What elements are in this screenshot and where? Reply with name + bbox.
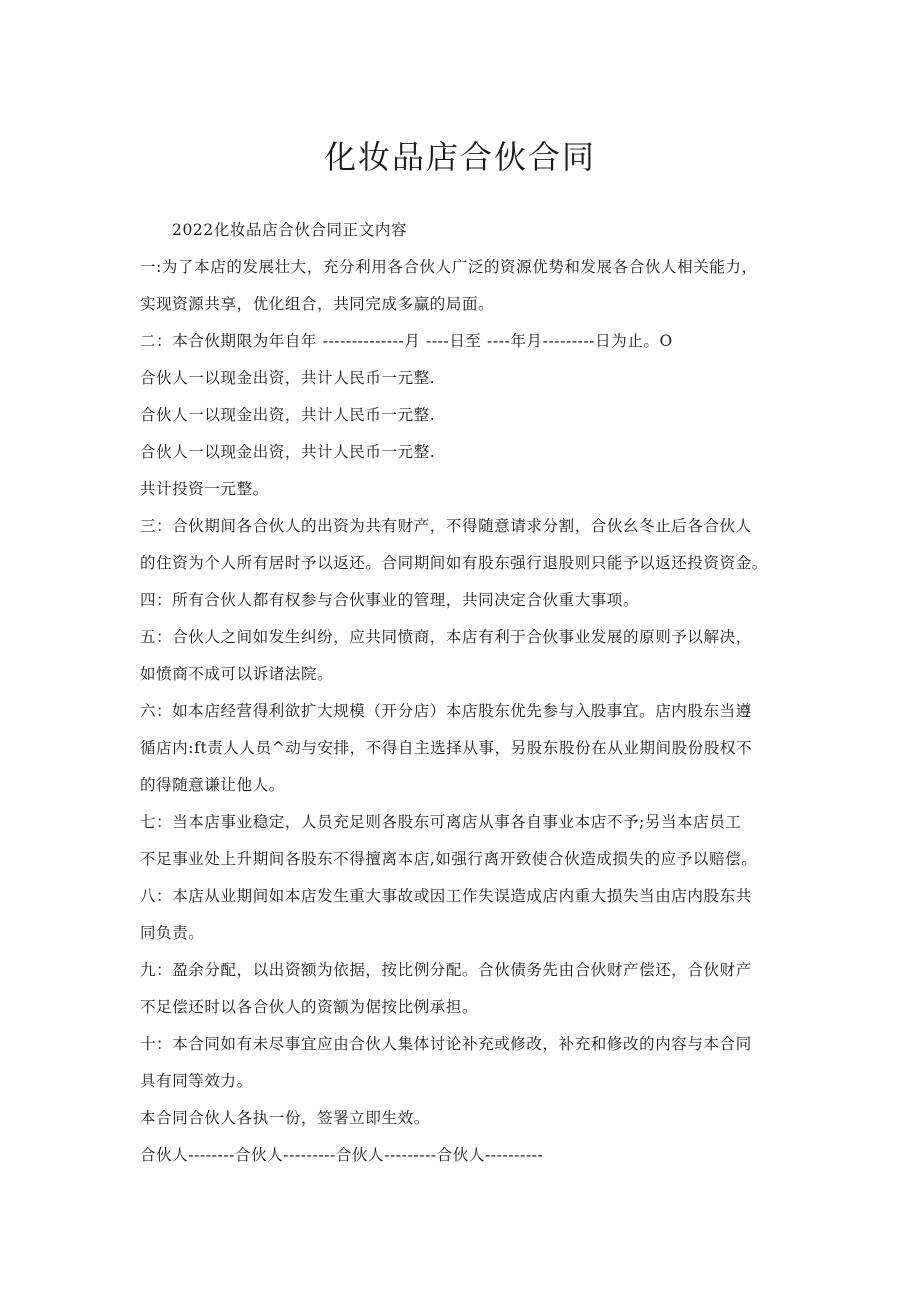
total-investment: 共计投资一元整。 bbox=[140, 480, 269, 498]
clause-6-line-2: 循店内:ft责人人员^动与安排，不得自主选择从事，另股东股份在从业期间股份股权不 bbox=[140, 739, 753, 757]
document-title: 化妆品店合伙合同 bbox=[323, 138, 596, 176]
clause-10-line-1: 十：本合同如有未尽事宜应由合伙人集体讨论补充或修改，补充和修改的内容与本合同 bbox=[140, 1035, 752, 1053]
clause-5-line-1: 五：合伙人之间如发生纠纷，应共同愤商，本店有利于合伙事业发展的原则予以解决， bbox=[140, 628, 752, 646]
clause-8-line-2: 同负责。 bbox=[140, 924, 205, 942]
partner-contribution-2: 合伙人一以现金出资，共计人民币一元整. bbox=[140, 406, 436, 424]
document-subtitle: 2022化妆品店合伙合同正文内容 bbox=[172, 221, 408, 239]
clause-3-line-1: 三：合伙期间各合伙人的出资为共有财产，不得随意请求分割，合伙幺冬止后各合伙人 bbox=[140, 517, 752, 535]
clause-5-line-2: 如愤商不成可以诉诸法院。 bbox=[140, 665, 334, 683]
partner-contribution-1: 合伙人一以现金出资，共计人民币一元整. bbox=[140, 369, 436, 387]
clause-4: 四：所有合伙人都有权参与合伙事业的管理，共同决定合伙重大事项。 bbox=[140, 591, 640, 609]
clause-6-line-1: 六：如本店经营得利欲扩大规模（开分店）本店股东优先参与入股事宜。店内股东当遵 bbox=[140, 702, 752, 720]
clause-7-line-2: 不足事业处上升期间各股东不得擅离本店,如强行离开致使合伙造成损失的应予以赔偿。 bbox=[140, 850, 758, 868]
clause-3-line-2: 的住资为个人所有居时予以返还。合同期间如有股东强行退股则只能予以返还投资资金。 bbox=[140, 554, 768, 572]
clause-1-line-2: 实现资源共享，优化组合，共同完成多赢的局面。 bbox=[140, 295, 495, 313]
clause-9-line-1: 九：盈余分配，以出资额为依据，按比例分配。合伙债务先由合伙财产偿还，合伙财产 bbox=[140, 961, 752, 979]
clause-7-line-1: 七：当本店事业稳定，人员充足则各股东可离店从事各自事业本店不予;另当本店员工 bbox=[140, 813, 742, 831]
partner-signature-line: 合伙人--------合伙人---------合伙人---------合伙人---------- bbox=[140, 1146, 544, 1164]
effectiveness-statement: 本合同合伙人各执一份，签署立即生效。 bbox=[140, 1109, 430, 1127]
clause-6-line-3: 的得随意谦让他人。 bbox=[140, 776, 285, 794]
clause-1-line-1: 一:为了本店的发展壮大，充分利用各合伙人广泛的资源优势和发展各合伙人相关能力， bbox=[140, 258, 758, 276]
clause-10-line-2: 具有同等效力。 bbox=[140, 1072, 253, 1090]
partner-contribution-3: 合伙人一以现金出资，共计人民币一元整. bbox=[140, 443, 436, 461]
clause-2-term: 二：本合伙期限为年自年 --------------月 ----日至 ----年月---------日为止。O bbox=[140, 332, 673, 350]
clause-9-line-2: 不足偿还时以各合伙人的资额为倨按比例承担。 bbox=[140, 998, 479, 1016]
clause-8-line-1: 八：本店从业期间如本店发生重大事故或因工作失误造成店内重大损失当由店内股东共 bbox=[140, 887, 752, 905]
document-body bbox=[140, 212, 790, 1174]
